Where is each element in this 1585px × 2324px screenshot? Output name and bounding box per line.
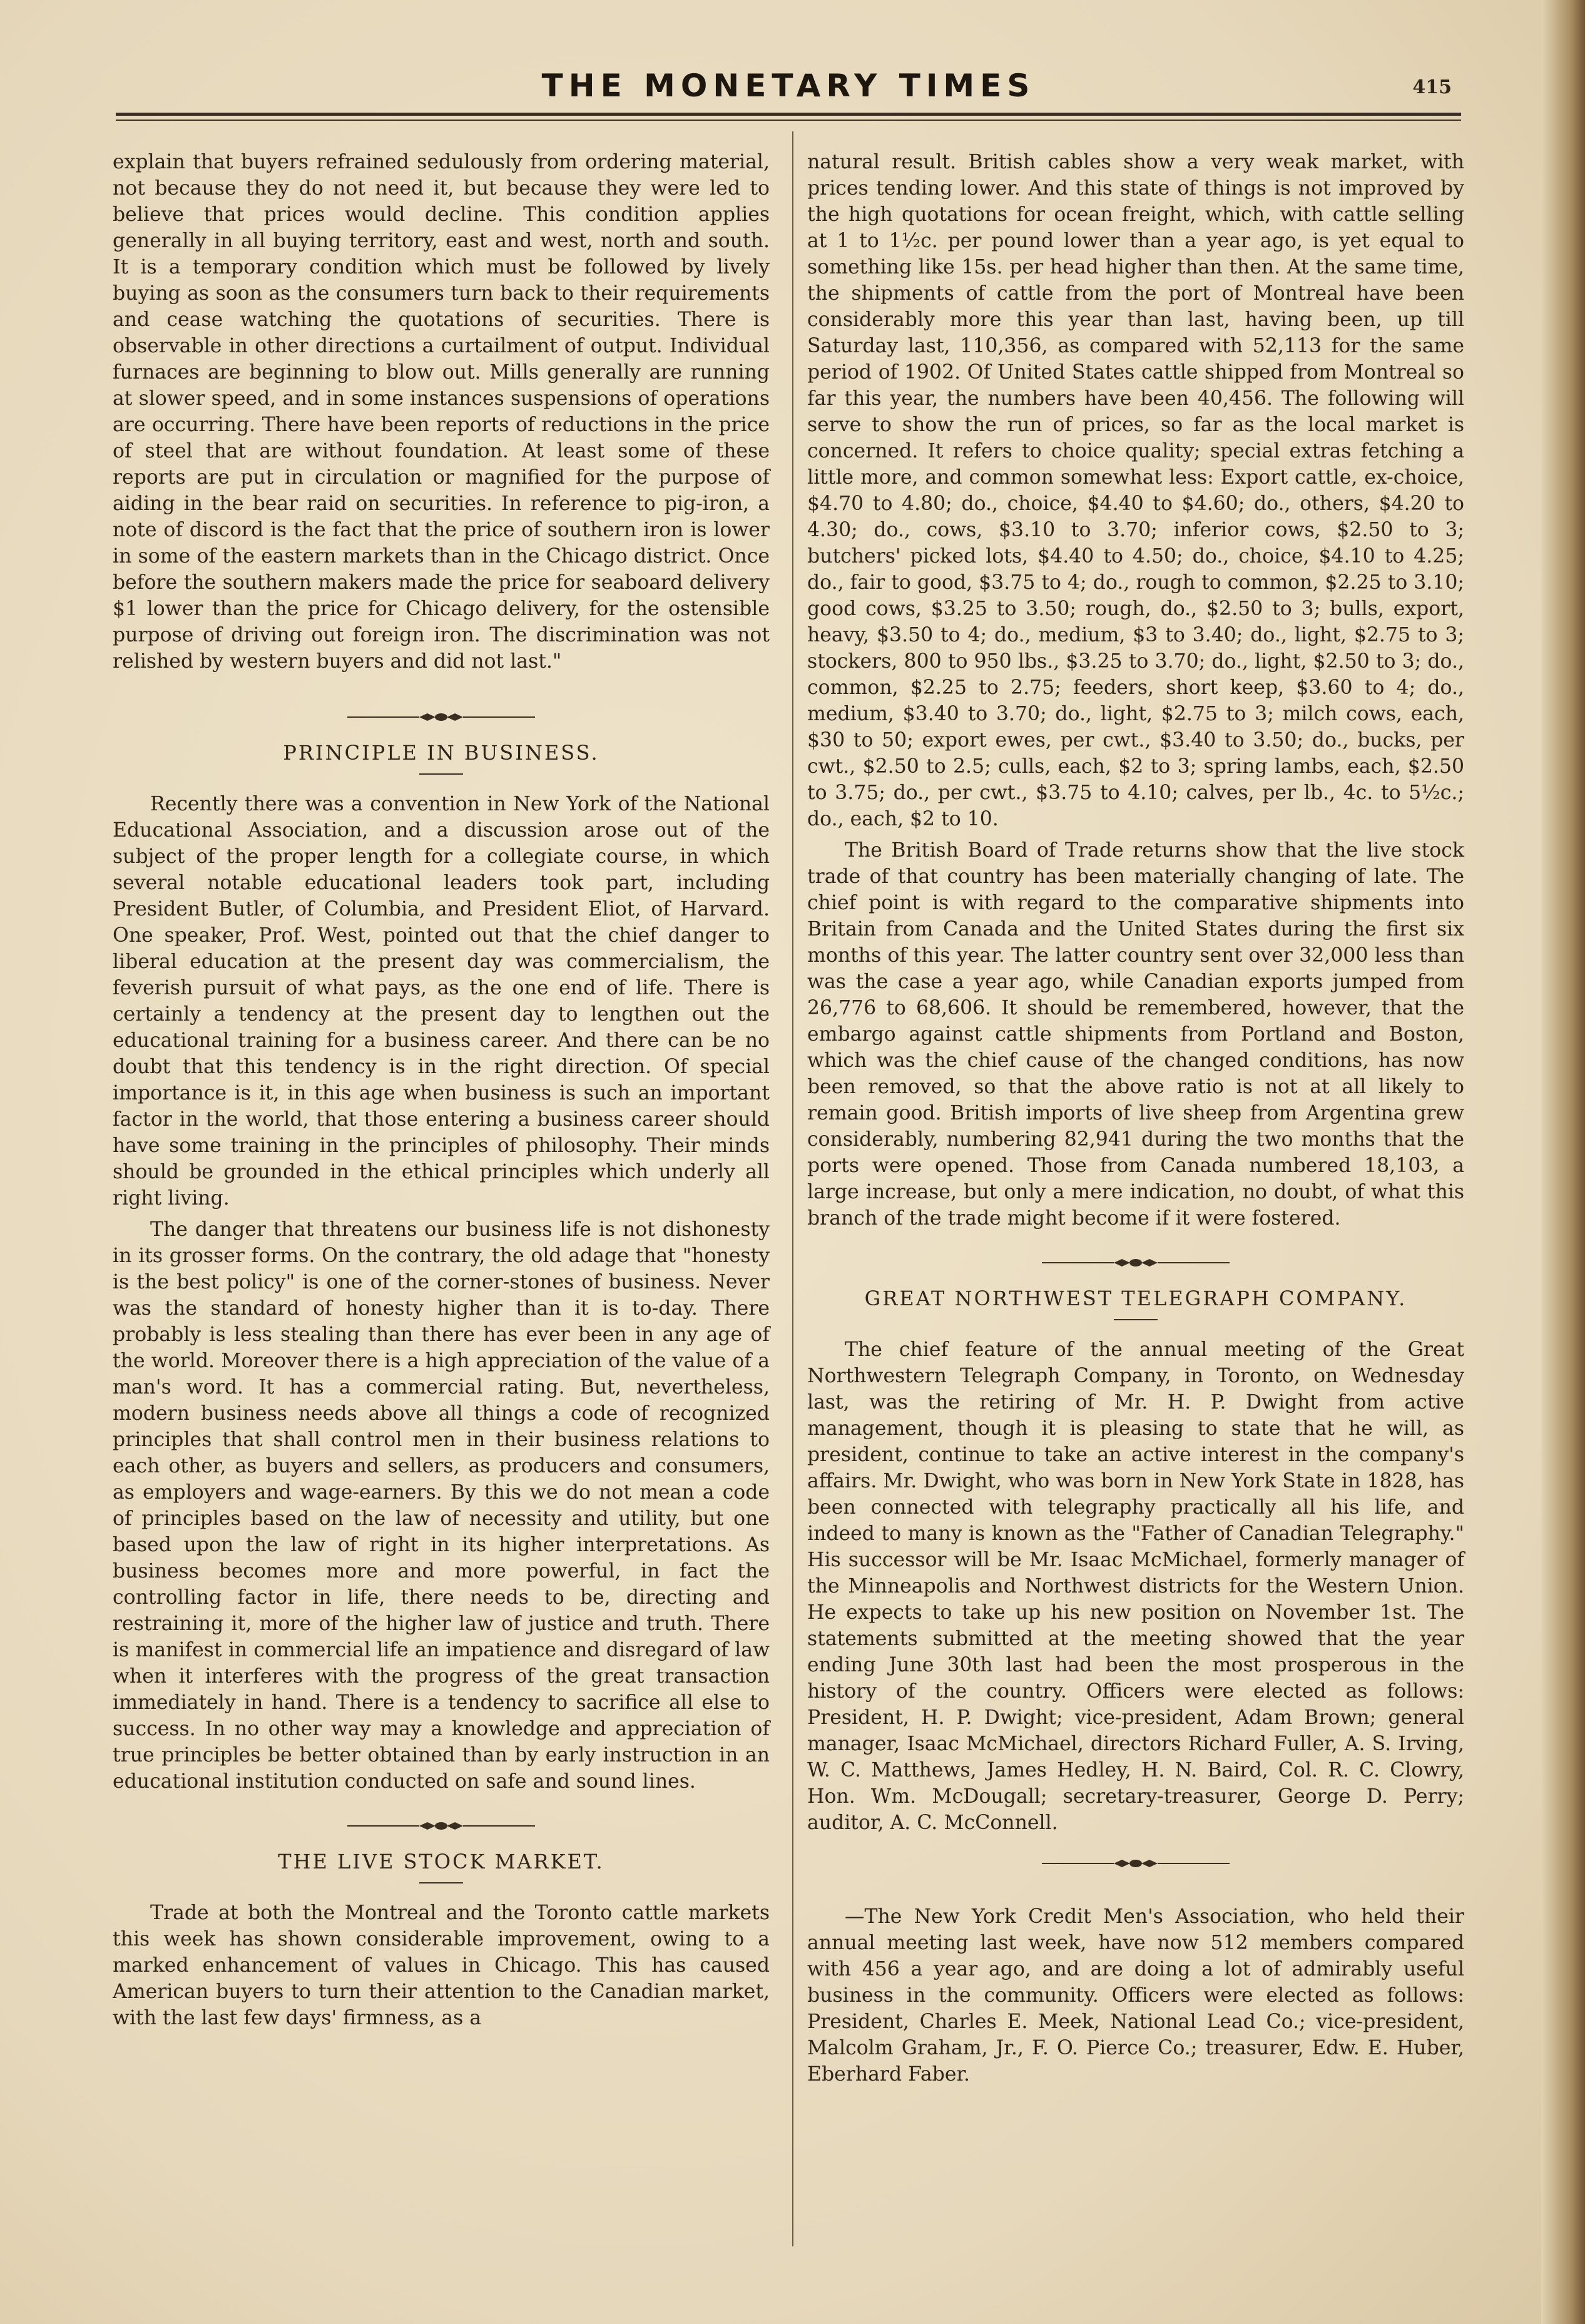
telegraph-paragraph: The chief feature of the annual meeting of the Great Northwestern Telegraph Company, in Toronto, on Wednesday last, was the retiring of Mr. H. P. Dwight from active management, though it is pleasing to state that he will, as president, continue to take an active interest in the company's affairs. Mr. Dwight, who was born in New York State in 1828, has been connected with telegraphy practically all his life, and indeed to many is known as the "Father of Canadian Telegraphy." His successor will be Mr. Isaac McMichael, formerly manager of the Minneapolis and Northwest districts for the Western Union. He expects to take up his new position on November 1st. The statements submitted at the meeting showed that the year ending June 30th last had been the most prosperous in the history of the country. Officers were elected as follows: President, H. P. Dwight; vice-president, Adam Brown; general manager, Isaac McMichael, directors Richard Fuller, A. S. Irving, W. C. Matthews, James Hedley, H. N. Baird, Col. R. C. Clowry, Hon. Wm. McDougall; secretary-treasurer, George D. Perry; auditor, A. C. McConnell. bbox=[807, 1338, 1464, 1834]
section-ornament bbox=[807, 1846, 1464, 1881]
intro-paragraph: explain that buyers refrained sedulously from ordering material, not because they do not need it, but because they were led to believe that prices would decline. This condition applies generally in all buying territory, east and west, north and south. It is a temporary condition which must be followed by lively buying as soon as the consumers turn back to their requirements and cease watching the quotations of securities. There is observable in other directions a curtailment of output. Individual furnaces are beginning to blow out. Mills generally are running at slower speed, and in some instances suspensions of operations are occurring. There have been reports of reductions in the price of steel that are without foundation. At least some of these reports are put in circulation or magnified for the purpose of aiding in the bear raid on securities. In reference to pig-iron, a note of discord is the fact that the price of southern iron is lower in some of the eastern markets than in the Chicago district. Once before the southern makers made the price for seaboard delivery $1 lower than the price for Chicago delivery, for the ostensible purpose of driving out foreign iron. The discrimination was not relished by western buyers and did not last." bbox=[113, 151, 770, 673]
section-ornament bbox=[113, 1808, 770, 1843]
right-column bbox=[807, 149, 1464, 2087]
masthead bbox=[119, 68, 1458, 111]
section-ornament bbox=[807, 1245, 1464, 1280]
page-spine-shadow bbox=[1541, 0, 1585, 2324]
livestock-heading: THE LIVE STOCK MARKET. bbox=[278, 1850, 604, 1873]
section-ornament bbox=[113, 700, 770, 735]
principle-paragraph-2: The danger that threatens our business life is not dishonesty in its grosser forms. On the contrary, the old adage that "honesty is the best policy" is one of the corner-stones of business. Never was the standard of honesty higher than it is to-day. There probably is less stealing than there has ever been in any age of the world. Moreover there is a high appreciation of the value of a man's word. It has a commercial rating. But, nevertheless, modern business needs above all things a code of recognized principles that shall control men in their business relations to each other, as buyers and sellers, as producers and consumers, as employers and wage-earners. By this we do not mean a code of principles based on the law of necessity and utility, but one based upon the law of right in its higher interpretations. As business becomes more and more powerful, in fact the controlling factor in life, there needs to be, directing and restraining it, more of the higher law of justice and truth. There is manifest in commercial life an impatience and disregard of law when it interferes with the progress of the great transaction immediately in hand. There is a tendency to sacrifice all else to success. In no other way may a knowledge and appreciation of true principles be better obtained than by early instruction in an educational institution conducted on safe and sound lines. bbox=[113, 1218, 770, 1793]
livestock-paragraph-2: The British Board of Trade returns show that the live stock trade of that country has been materially changing of late. The chief point is with regard to the comparative shipments into Britain from Canada and the United States during the first six months of this year. The latter country sent over 32,000 less than was the case a year ago, while Canadian exports jumped from 26,776 to 68,606. It should be remembered, however, that the embargo against cattle shipments from Portland and Boston, which was the chief cause of the changed conditions, has now been removed, so that the above ratio is not at all likely to remain good. British imports of live sheep from Argentina grew considerably, numbering 82,941 during the two months that the ports were opened. Those from Canada numbered 18,103, a large increase, but only a mere indication, no doubt, of what this branch of the trade might become if it were fostered. bbox=[807, 839, 1464, 1230]
heading-rule bbox=[1114, 1319, 1158, 1320]
ornament-divider-icon bbox=[1042, 1857, 1230, 1870]
publication-title: THE MONETARY TIMES bbox=[541, 68, 1036, 104]
masthead-rule-thin bbox=[116, 120, 1461, 121]
left-column bbox=[113, 149, 770, 2031]
heading-rule bbox=[419, 773, 463, 775]
ornament-divider-icon bbox=[1042, 1256, 1230, 1269]
livestock-paragraph-1: Trade at both the Montreal and the Toronto cattle markets this week has shown considerable improvement, owing to a marked enhancement of values in Chicago. This has caused American buyers to turn their attention to the Canadian market, with the last few days' firmness, as a bbox=[113, 1902, 770, 2029]
principle-paragraph-1: Recently there was a convention in New York of the National Educational Association, and a discussion arose out of the subject of the proper length for a collegiate course, in which several notable educational leaders took part, including President Butler, of Columbia, and President Eliot, of Harvard. One speaker, Prof. West, pointed out that the chief danger to liberal education at the present day was commercialism, the feverish pursuit of what pays, as the one end of life. There is certainly a tendency at the present day to lengthen out the educational training for a business career. And there can be no doubt that this tendency is in the right direction. Of special importance is it, in this age when business is such an important factor in the world, that those entering a business career should have some training in the principles of philosophy. Their minds should be grounded in the ethical principles which underly all right living. bbox=[113, 793, 770, 1210]
ornament-divider-icon bbox=[347, 711, 535, 723]
heading-rule bbox=[419, 1882, 463, 1883]
ornament-divider-icon bbox=[347, 1820, 535, 1832]
masthead-rule-thick bbox=[116, 113, 1461, 116]
telegraph-heading: GREAT NORTHWEST TELEGRAPH COMPANY. bbox=[864, 1287, 1407, 1310]
principle-heading: PRINCIPLE IN BUSINESS. bbox=[283, 741, 599, 765]
credit-men-paragraph: —The New York Credit Men's Association, who held their annual meeting last week, have now 512 members compared with 456 a year ago, and are doing a lot of admirably useful business in the community. Officers were elected as follows: President, Charles E. Meek, National Lead Co.; vice-president, Malcolm Graham, Jr., F. O. Pierce Co.; treasurer, Edw. E. Huber, Eberhard Faber. bbox=[807, 1905, 1464, 2086]
livestock-continued: natural result. British cables show a very weak market, with prices tending lower. And this state of things is not improved by the high quotations for ocean freight, which, with cattle selling at 1 to 1½c. per pound lower than a year ago, is yet equal to something like 15s. per head higher than then. At the same time, the shipments of cattle from the port of Montreal have been considerably more this year than last, having been, up till Saturday last, 110,356, as compared with 52,113 for the same period of 1902. Of United States cattle shipped from Montreal so far this year, the numbers have been 40,456. The following will serve to show the run of prices, so far as the local market is concerned. It refers to choice quality; special extras fetching a little more, and common somewhat less: Export cattle, ex-choice, $4.70 to 4.80; do., choice, $4.40 to $4.60; do., others, $4.20 to 4.30; do., cows, $3.10 to 3.70; inferior cows, $2.50 to 3; butchers' picked lots, $4.40 to 4.50; do., choice, $4.10 to 4.25; do., fair to good, $3.75 to 4; do., rough to common, $2.25 to 3.10; good cows, $3.25 to 3.50; rough, do., $2.50 to 3; bulls, export, heavy, $3.50 to 4; do., medium, $3 to 3.40; do., light, $2.75 to 3; stockers, 800 to 950 lbs., $3.25 to 3.70; do., light, $2.50 to 3; do., common, $2.25 to 2.75; feeders, short keep, $3.60 to 4; do., medium, $3.40 to 3.70; do., light, $2.75 to 3; milch cows, each, $30 to 50; export ewes, per cwt., $3.40 to 3.50; do., bucks, per cwt., $2.50 to 2.5; culls, each, $2 to 3; spring lambs, each, $2.50 to 3.75; do., per cwt., $3.75 to 4.10; calves, per lb., 4c. to 5½c.; do., each, $2 to 10. bbox=[807, 151, 1464, 830]
page-number: 415 bbox=[1412, 76, 1452, 98]
column-divider bbox=[792, 131, 793, 2246]
